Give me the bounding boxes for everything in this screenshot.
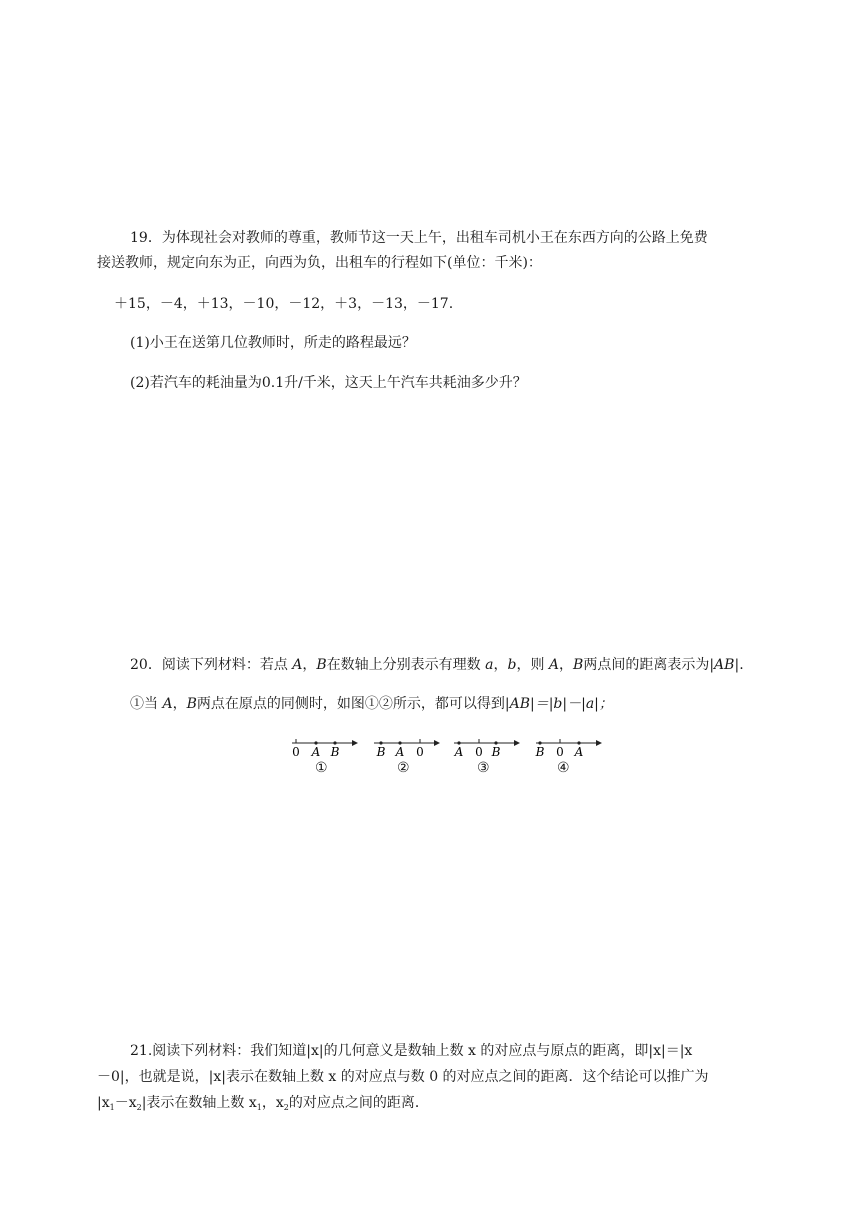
q19-data-line: ＋15，－4，＋13，－10，－12，＋3，－13，－17. xyxy=(114,296,454,312)
q20-line1-a: 20．阅读下列材料：若点 xyxy=(130,657,293,673)
q21-line3-a: |x xyxy=(97,1095,110,1111)
point-label: B xyxy=(376,745,386,758)
origin-label: 0 xyxy=(292,745,300,758)
point-a: A xyxy=(292,657,303,673)
q21-line3-b: －x xyxy=(114,1095,137,1111)
q20-line1 xyxy=(130,655,744,675)
origin-label: 0 xyxy=(475,745,483,758)
q20-line2-a: ①当 xyxy=(130,696,163,712)
figure-caption-4: ④ xyxy=(557,760,570,776)
subscript-2: 2 xyxy=(283,1103,289,1112)
figure-caption-1: ① xyxy=(315,760,328,776)
q20-line1-d: 两点间的距离表示为 xyxy=(583,657,710,673)
comma: ， xyxy=(302,657,317,673)
point-b: B xyxy=(573,657,584,673)
q20-line1-b: 在数轴上分别表示有理数 xyxy=(326,657,486,673)
point-label: B xyxy=(330,745,340,758)
point-label: A xyxy=(574,745,584,758)
comma: ， xyxy=(559,657,574,673)
point-b: B xyxy=(316,657,327,673)
origin-label: 0 xyxy=(416,745,424,758)
q21-line1: 21.阅读下列材料：我们知道|x|的几何意义是数轴上数 x 的对应点与原点的距离，即|x|＝|x xyxy=(130,1043,693,1059)
q19-part2: (2)若汽车的耗油量为0.1升/千米，这天上午汽车共耗油多少升？ xyxy=(130,375,527,391)
point-label: B xyxy=(491,745,501,758)
point-b: B xyxy=(186,696,197,712)
q19-line1: 19．为体现社会对教师的尊重，教师节这一天上午，出租车司机小王在东西方向的公路上免费 xyxy=(130,230,708,246)
q21-line2: －0|，也就是说，|x|表示在数轴上数 x 的对应点与数 0 的对应点之间的距离．这个结论可以推广为 xyxy=(97,1069,709,1085)
q21-line3-e: 的对应点之间的距离． xyxy=(288,1095,429,1111)
period: . xyxy=(739,657,744,673)
comma: ， xyxy=(493,657,508,673)
q21-line3-c: |表示在数轴上数 x xyxy=(141,1095,257,1111)
var-a: a xyxy=(485,657,494,673)
comma: ， xyxy=(172,696,187,712)
point-a: A xyxy=(548,657,560,673)
q21-line3-d: ，x xyxy=(261,1095,284,1111)
number-line-figure-3 xyxy=(452,736,522,758)
var-b: b xyxy=(507,657,517,673)
point-label: B xyxy=(535,745,545,758)
subscript-2: 2 xyxy=(136,1103,142,1112)
origin-label: 0 xyxy=(556,745,564,758)
q19-part1: (1)小王在送第几位教师时，所走的路程最远？ xyxy=(130,335,416,351)
q21-line3 xyxy=(97,1093,429,1118)
q19-line2: 接送教师，规定向东为正，向西为负，出租车的行程如下(单位：千米)： xyxy=(97,255,542,271)
q20-line2-b: 两点在原点的同侧时，如图①②所示，都可以得到 xyxy=(196,696,505,712)
point-label: A xyxy=(454,745,464,758)
number-line-figure-4 xyxy=(534,736,604,758)
number-line-figure-1 xyxy=(290,736,360,758)
q20-line2 xyxy=(130,694,613,714)
q20-line1-c: ，则 xyxy=(516,657,549,673)
formula: |AB|＝|b|－|a|； xyxy=(504,696,613,712)
subscript-1: 1 xyxy=(109,1103,115,1112)
number-line-figure-2 xyxy=(372,736,442,758)
point-label: A xyxy=(311,745,321,758)
abs-ab: |AB| xyxy=(709,657,740,673)
point-label: A xyxy=(395,745,405,758)
point-a: A xyxy=(162,696,173,712)
figure-caption-2: ② xyxy=(397,760,410,776)
subscript-1: 1 xyxy=(256,1103,262,1112)
figure-caption-3: ③ xyxy=(477,760,490,776)
